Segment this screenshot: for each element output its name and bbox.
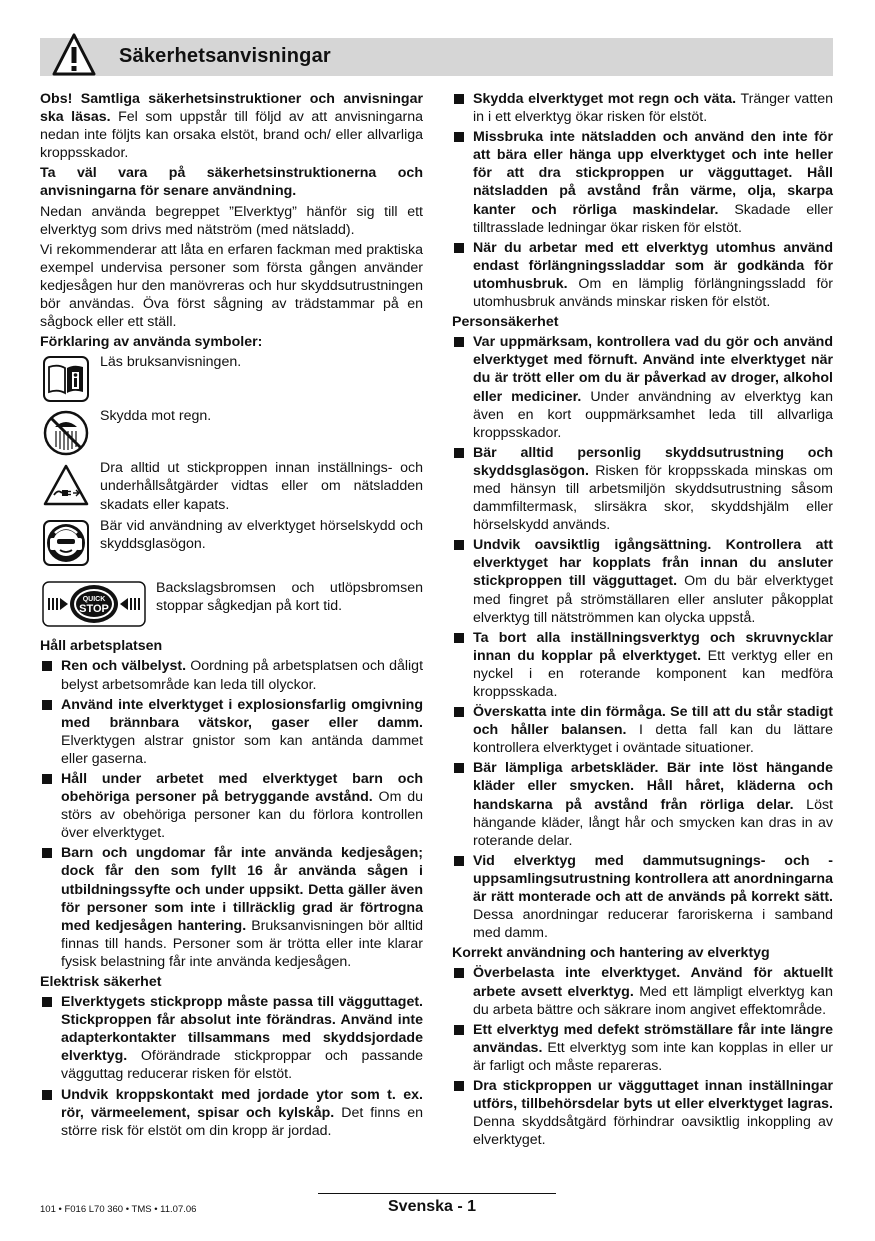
list-item: Bär lämpliga arbetskläder. Bär inte löst hängande kläder eller smycken. Håll håret, kläderna och handskarna på avstånd från rörliga delar. Löst hängande kläder, långt hår och smycken kan dras in av roterande delar.: [452, 759, 833, 849]
page-title: Säkerhetsanvisningar: [119, 45, 331, 67]
list-item: Ta bort alla inställningsverktyg och skruvnycklar innan du kopplar på elverktyget. Ett verktyg eller en nyckel i en roterande komponent kan medföra kroppsskada.: [452, 629, 833, 701]
list-item: Bär alltid personlig skyddsutrustning och skyddsglasögon. Risken för kroppsskada minskas om med hänsyn till arbetsmiljön skyddsutrustning såsom dammfiltermask, slirsäkra skor, skyddshjälm eller hörselskydd används.: [452, 444, 833, 534]
list-item: Vid elverktyg med dammutsugnings- och -uppsamlingsutrustning kontrollera att anordningarna är rätt monterade och att de används på korrekt sätt. Dessa anordningar reducerar faroriskerna i samband med damm.: [452, 852, 833, 942]
electrical-heading: Elektrisk säkerhet: [40, 974, 162, 990]
list-item: Barn och ungdomar får inte använda kedjesågen; dock får den som fyllt 16 år använda sågen i utbildningssyfte och under uppsikt. Detta gäller även för personer som inte i tillräcklig grad är förtrogna med kedjesågen hantering. Bruksanvisningen bör alltid finnas till hands. Personer som är trötta eller inte klarar fysisk belastning får inte använda kedjesågen.: [40, 844, 423, 971]
no-rain-icon: [42, 409, 90, 457]
left-column: [40, 90, 423, 1142]
personal-heading: Personsäkerhet: [452, 314, 559, 331]
intro-paragraph-1: Obs! Samtliga säkerhetsinstruktioner och anvisningar ska läsas. Fel som uppstår till följd av att anvisningarna nedan inte följts kan orsaka elstöt, brand och/ eller allvarliga kroppsskador.: [40, 91, 423, 162]
workplace-list: [40, 657, 423, 971]
list-item: Var uppmärksam, kontrollera vad du gör och använd elverktyget med förnuft. Använd inte elverktyget när du är trött eller om du är påverkad av droger, alkohol eller mediciner. Under användning av elverktyg kan även en kort ouppmärksamhet leda till allvarliga kroppsskador.: [452, 333, 833, 442]
quick-stop-label-line2: STOP: [79, 603, 109, 616]
right-column: [452, 90, 833, 1151]
footer-divider: [318, 1193, 556, 1194]
manual-icon: [42, 355, 90, 403]
list-item: Missbruka inte nätsladden och använd den inte för att bära eller hänga upp elverktyget och inte heller för att dra stickproppen ur vägguttaget. Håll nätsladden på avstånd från värme, olja, skarpa kanter och rörliga maskindelar. Skadade eller tilltrasslade ledningar ökar risken för elstöt.: [452, 128, 833, 237]
symbol-text: Backslagsbromsen och utlöpsbromsen stoppar sågkedjan på kort tid.: [156, 580, 423, 615]
usage-heading: Korrekt användning och hantering av elverktyg: [452, 945, 770, 962]
quick-stop-icon: [42, 581, 146, 627]
electrical-list: [40, 993, 423, 1140]
list-item: Använd inte elverktyget i explosionsfarlig omgivning med brännbara vätskor, gaser eller damm. Elverktygen alstrar gnistor som kan antända dammet eller gaserna.: [40, 696, 423, 768]
list-item: Undvik kroppskontakt med jordade ytor som t. ex. rör, värmeelement, spisar och kylskåp. Det finns en större risk för elstöt om din kropp är jordad.: [40, 1086, 423, 1140]
quick-stop-label-line1: QUICK: [82, 596, 106, 604]
symbol-text: Bär vid användning av elverktyget hörselskydd och skyddsglasögon.: [100, 518, 423, 553]
warning-triangle-icon: [52, 32, 96, 78]
page-number: Svenska - 1: [388, 1198, 477, 1215]
symbol-text: Dra alltid ut stickproppen innan inställnings- och underhållsåtgärder vidtas eller om nätsladden skadats eller kapats.: [100, 460, 423, 513]
usage-list: [452, 964, 833, 1149]
footer-code: 101 • F016 L70 360 • TMS • 11.07.06: [40, 1204, 197, 1215]
symbol-row: [40, 407, 423, 453]
electrical-list-continued: [452, 90, 833, 311]
intro-paragraph-4: Vi rekommenderar att låta en erfaren fackman med praktiska exempel undervisa personer som första gången använder kedjesågen hur den manövreras och hur skyddsutrustningen bör användas. Öva först sågning av trädstammar på en sågbock eller ett ställ.: [40, 241, 423, 331]
list-item: Elverktygets stickpropp måste passa till vägguttaget. Stickproppen får absolut inte förändras. Använd inte adapterkontakter tillsammans med skyddsjordade elverktyg. Oförändrade stickproppar och passande vägguttag reducerar risken för elstöt.: [40, 993, 423, 1083]
symbols-heading: Förklaring av använda symboler:: [40, 334, 263, 351]
symbol-row: [40, 459, 423, 515]
list-item: Undvik oavsiktlig igångsättning. Kontrollera att elverktyget har kopplats från innan du ansluter stickproppen till vägguttaget. Om du bär elverktyget med fingret på strömställaren eller ansluter påkopplat elverktyg till nätströmmen kan olycka uppstå.: [452, 536, 833, 626]
symbol-text: Skydda mot regn.: [100, 408, 212, 425]
section-header: [40, 38, 833, 76]
personal-list: [452, 333, 833, 942]
list-item: Håll under arbetet med elverktyget barn och obehöriga personer på betryggande avstånd. Om du störs av obehöriga personer kan du förlora kontrollen över elverktyget.: [40, 770, 423, 842]
ear-eye-protection-icon: [42, 519, 90, 567]
symbol-row: [40, 579, 423, 635]
list-item: Ren och välbelyst. Oordning på arbetsplatsen och dåligt belyst arbetsområde kan leda till olyckor.: [40, 657, 423, 693]
symbol-text: Läs bruksanvisningen.: [100, 354, 242, 371]
symbol-row: [40, 353, 423, 407]
intro-paragraph-3: Nedan använda begreppet ”Elverktyg” hänför sig till ett elverktyg som drivs med nätström (med nätsladd).: [40, 203, 423, 238]
workplace-heading: Håll arbetsplatsen: [40, 638, 163, 655]
list-item: Överskatta inte din förmåga. Se till att du står stadigt och håller balansen. I detta fall kan du lättare kontrollera elverktyget i oväntade situationer.: [452, 703, 833, 757]
list-item: Skydda elverktyget mot regn och väta. Tränger vatten in i ett elverktyg ökar risken för elstöt.: [452, 90, 833, 126]
list-item: Överbelasta inte elverktyget. Använd för aktuellt arbete avsett elverktyg. Med ett lämpligt elverktyg kan du arbeta bättre och säkrare inom angivet effektområde.: [452, 964, 833, 1018]
intro-paragraph-2: Ta väl vara på säkerhetsinstruktionerna och anvisningarna för senare användning.: [40, 165, 423, 200]
symbol-row: [40, 517, 423, 569]
unplug-warning-icon: [42, 463, 90, 507]
list-item: Dra stickproppen ur vägguttaget innan inställningar utförs, tillbehörsdelar byts ut eller elverktyget lagras. Denna skyddsåtgärd förhindrar oavsiktlig inkoppling av elverktyget.: [452, 1077, 833, 1149]
list-item: Ett elverktyg med defekt strömställare får inte längre användas. Ett elverktyg som inte kan kopplas in eller ur är farligt och måste repareras.: [452, 1021, 833, 1075]
list-item: När du arbetar med ett elverktyg utomhus använd endast förlängningssladdar som är godkända för utomhusbruk. Om en lämplig förlängningssladd för utomhusbruk används minskar risken för elstöt.: [452, 239, 833, 311]
